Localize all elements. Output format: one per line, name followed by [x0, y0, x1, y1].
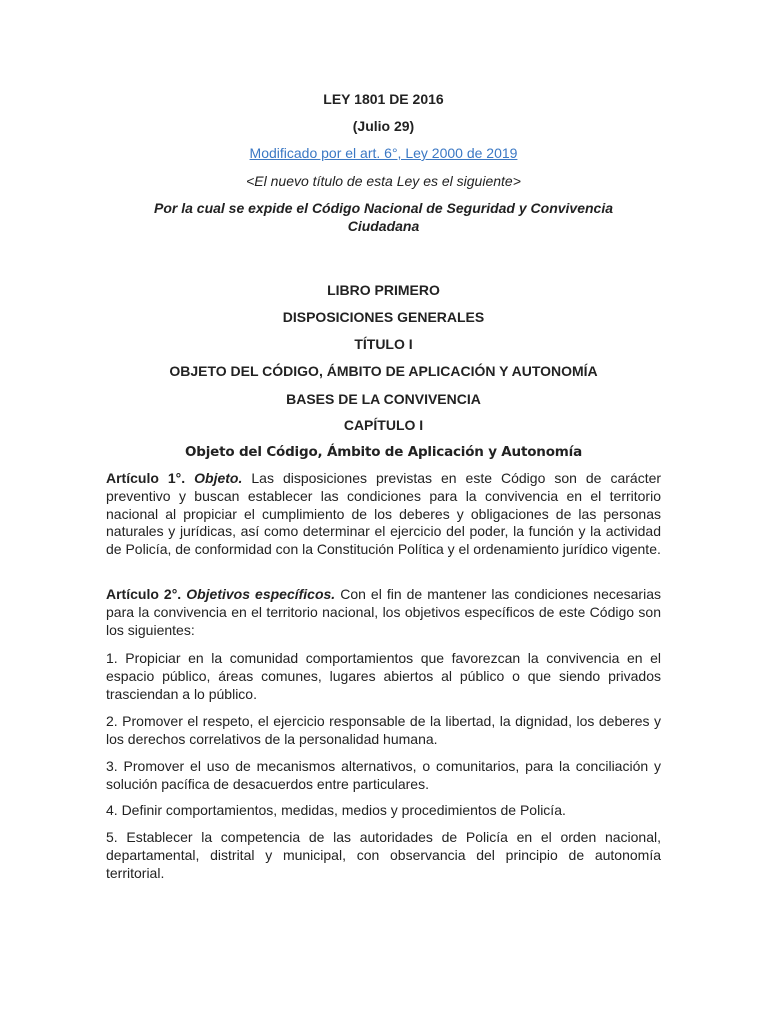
chapter-name-heading: Objeto del Código, Ámbito de Aplicación y Autonomía [185, 444, 582, 460]
objective-item: 5. Establecer la competencia de las autoridades de Policía en el orden nacional, departamental, distrital y municipal, con observancia del principio de autonomía territorial. [106, 829, 661, 881]
general-provisions-heading: DISPOSICIONES GENERALES [282, 309, 485, 325]
objective-item: 2. Promover el respeto, el ejercicio responsable de la libertad, la dignidad, los deberes y los derechos correlativos de la personalidad humana. [106, 713, 661, 747]
article-text: Las disposiciones previstas en este Código son de carácter preventivo y buscan establecer las condiciones para la convivencia en el territorio nacional al propiciar el cumplimiento de los deberes y obligaciones de las personas naturales y jurídicas, así como determinar el ejercicio del poder, la función y la actividad de Policía, de conformidad con la Constitución Política y el ordenamiento jurídico vigente. [106, 470, 662, 558]
law-date: (Julio 29) [352, 118, 415, 134]
modification-note [106, 145, 661, 161]
objective-item: 1. Propiciar en la comunidad comportamientos que favorezcan la convivencia en el espacio público, áreas comunes, lugares abiertos al público o que siendo privados trasciendan a lo público. [106, 650, 661, 702]
article-text: Con el fin de mantener las condiciones necesarias para la convivencia en el territorio nacional, los objetivos específicos de este Código son los siguientes: [106, 586, 661, 638]
title-name-heading: OBJETO DEL CÓDIGO, ÁMBITO DE APLICACIÓN Y AUTONOMÍA [169, 363, 598, 379]
bases-heading: BASES DE LA CONVIVENCIA [286, 391, 481, 407]
title-heading: TÍTULO I [354, 336, 413, 352]
article-label: Artículo 2°. [106, 586, 182, 602]
objective-item: 4. Definir comportamientos, medidas, medios y procedimientos de Policía. [106, 802, 566, 818]
article-name: Objetivos específicos. [186, 586, 336, 602]
article-label: Artículo 1°. [106, 470, 186, 486]
article-1 [106, 470, 661, 559]
law-title: LEY 1801 DE 2016 [323, 91, 444, 107]
objective-item: 3. Promover el uso de mecanismos alternativos, o comunitarios, para la conciliación y solución pacífica de desacuerdos entre particulares. [106, 758, 661, 792]
law-subtitle: Por la cual se expide el Código Nacional de Seguridad y Convivencia Ciudadana [153, 200, 614, 234]
modification-link[interactable]: Modificado por el art. 6°, Ley 2000 de 2019 [249, 145, 518, 161]
chapter-heading: CAPÍTULO I [343, 417, 424, 433]
book-heading: LIBRO PRIMERO [327, 282, 440, 298]
new-title-note: <El nuevo título de esta Ley es el siguiente> [246, 173, 521, 189]
article-2 [106, 586, 661, 639]
article-name: Objeto. [194, 470, 243, 486]
